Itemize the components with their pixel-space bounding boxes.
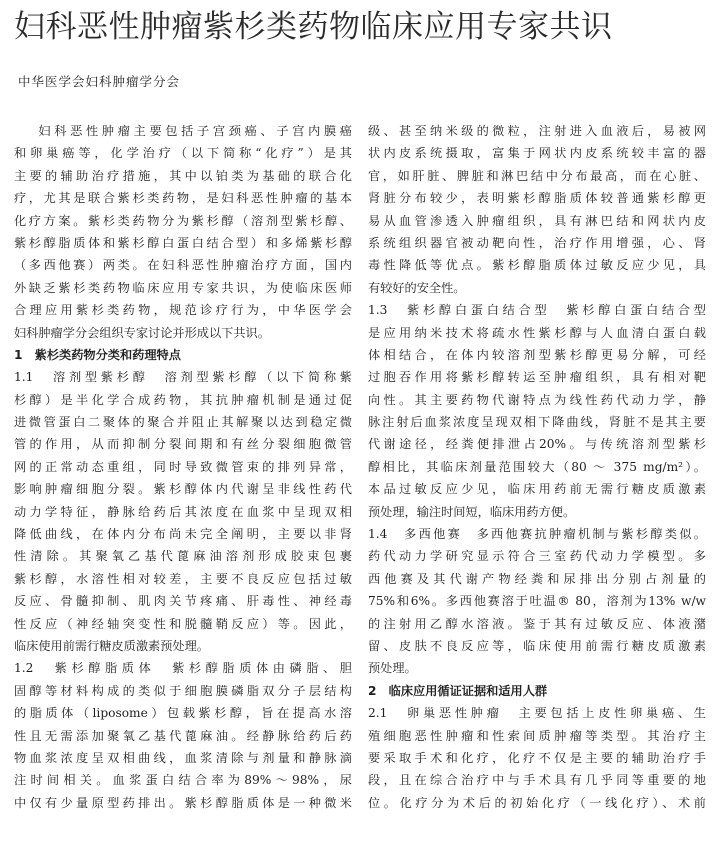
text-line: 易从血管渗透入肿瘤组织，具有淋巴结和网状内皮	[368, 213, 706, 228]
text-line: 紫杉醇，水溶性相对较差，主要不良反应包括过敏	[14, 571, 352, 586]
text-line: 代谢途径，经粪便排泄占20%。与传统溶剂型紫杉	[368, 437, 706, 452]
text-line: 管的作用，从而抑制分裂间期和有丝分裂细胞微管	[14, 437, 352, 452]
text-line: 1.3 紫杉醇白蛋白结合型 紫杉醇白蛋白结合型	[368, 303, 706, 318]
text-line: 有较好的安全性。	[368, 280, 466, 295]
text-line: 网的正常动态重组，同时导致微管束的排列异常，	[14, 459, 352, 474]
text-line: 降低曲线，在体内分布尚未完全阐明，主要以非肾	[14, 527, 352, 542]
text-line: 临床使用前需行糖皮质激素预处理。	[14, 638, 209, 653]
text-line: 系统组织器官被动靶向性，治疗作用增强，心、肾	[368, 235, 706, 250]
text-line: 预处理，输注时间短，临床用药方便。	[368, 504, 576, 519]
text-line: 醇相比，其临床剂量范围较大（80 ～ 375 mg/m²）。	[368, 459, 706, 474]
text-line: 本品过敏反应少见，临床用药前无需行糖皮质激素	[368, 482, 706, 497]
text-line: 75%和6%。多西他赛溶于吐温® 80，溶剂为13% w/w	[368, 594, 706, 609]
text-line: 性清除。其聚氧乙基代蓖麻油溶剂形成胶束包裹	[14, 549, 352, 564]
text-line: 向性。其主要药物代谢特点为线性药代动力学，静	[368, 392, 706, 407]
text-line: 是应用纳米技术将疏水性紫杉醇与人血清白蛋白载	[368, 325, 706, 340]
text-line: 妇科肿瘤学分会组织专家讨论并形成以下共识。	[14, 325, 270, 340]
text-line: 疗，尤其是联合紫杉类药物，是妇科恶性肿瘤的基本	[14, 191, 352, 206]
text-line: 合理应用紫杉类药物，规范诊疗行为，中华医学会	[14, 303, 352, 318]
text-line: 进微管蛋白二聚体的聚合并阻止其解聚以达到稳定微	[14, 415, 352, 430]
text-line: 主要的辅助治疗措施，其中以铂类为基础的联合化	[14, 168, 352, 183]
text-line: 杉醇）是半化学合成药物，其抗肿瘤机制是通过促	[14, 392, 352, 407]
text-line: 级、甚至纳米级的微粒，注射进入血液后，易被网	[368, 124, 706, 138]
text-line: 反应、骨髓抑制、肌肉关节疼痛、肝毒性、神经毒	[14, 594, 352, 609]
text-line: 1.1 溶剂型紫杉醇 溶剂型紫杉醇（以下简称紫	[14, 370, 352, 385]
text-line: 药代动力学研究显示符合三室药代动力学模型。多	[368, 549, 706, 564]
text-line: 1.4 多西他赛 多西他赛抗肿瘤机制与紫杉醇类似。	[368, 527, 706, 542]
text-line: 预处理。	[368, 661, 417, 676]
text-line: 2.1 卵巢恶性肿瘤 主要包括上皮性卵巢癌、生	[368, 706, 706, 721]
text-line: 中仅有少量原型药排出。紫杉醇脂质体是一种微米	[14, 795, 352, 810]
text-line: 留、皮肤不良反应等，临床使用前需行糖皮质激素	[368, 638, 706, 653]
text-line: 固醇等材料构成的类似于细胞膜磷脂双分子层结构	[14, 683, 352, 698]
text-line: 过胞吞作用将紫杉醇转运至肿瘤组织，具有相对靶	[368, 370, 706, 385]
text-line: 位。化疗分为术后的初始化疗（一线化疗）、术前	[368, 795, 706, 810]
text-line: 1.2 紫杉醇脂质体 紫杉醇脂质体由磷脂、胆	[14, 661, 352, 676]
text-line: 动力学特征，静脉给药后其浓度在血浆中呈现双相	[14, 504, 352, 519]
text-line: 性反应（神经轴突变性和脱髓鞘反应）等。因此，	[14, 616, 352, 631]
text-line: 1 紫杉类药物分类和药理特点	[14, 347, 181, 362]
text-line: 脉注射后血浆浓度呈现双相下降曲线，肾脏不是其主要	[368, 415, 706, 430]
text-line: 殖细胞恶性肿瘤和性索间质肿瘤等类型。其治疗主	[368, 728, 706, 743]
text-line: 官，如肝脏、脾脏和淋巴结中分布最高，而在心脏、	[368, 168, 706, 183]
text-line: 体相结合，在体内较溶剂型紫杉醇更易分解，可经	[368, 347, 706, 362]
text-line: 注时间相关。血浆蛋白结合率为89%～98%，尿	[14, 773, 352, 788]
right-column	[368, 120, 706, 814]
text-line: 外缺乏紫杉类药物临床应用专家共识，为使临床医师	[14, 280, 352, 295]
text-line: 和卵巢癌等，化学治疗（以下简称“化疗”）是其	[14, 146, 352, 161]
text-line: 毒性降低等优点。紫杉醇脂质体过敏反应少见，具	[368, 258, 706, 273]
text-line: 西他赛及其代谢产物经粪和尿排出分别占剂量的	[368, 571, 706, 586]
text-line: 物血浆浓度呈双相曲线，血浆清除与剂量和静脉滴	[14, 750, 352, 765]
text-line: 要采取手术和化疗，化疗不仅是主要的辅助治疗手	[368, 750, 706, 765]
author-line: 中华医学会妇科肿瘤学分会	[18, 74, 181, 89]
text-line: 段，且在综合治疗中与手术具有几乎同等重要的地	[368, 773, 706, 788]
text-line: （多西他赛）两类。在妇科恶性肿瘤治疗方面，国内	[14, 258, 352, 273]
left-column	[14, 120, 352, 814]
text-line: 性且无需添加聚氧乙基代蓖麻油。经静脉给药后药	[14, 728, 352, 743]
text-line: 化疗方案。紫杉类药物分为紫杉醇（溶剂型紫杉醇、	[14, 213, 352, 228]
text-line: 2 临床应用循证证据和适用人群	[368, 683, 548, 698]
text-line: 的注射用乙醇水溶液。鉴于其有过敏反应、体液潴	[368, 616, 706, 631]
text-line: 的脂质体（liposome）包载紫杉醇，旨在提高水溶	[14, 706, 352, 721]
text-line: 状内皮系统摄取，富集于网状内皮系统较丰富的器	[368, 146, 706, 161]
text-line: 妇科恶性肿瘤主要包括子宫颈癌、子宫内膜癌	[38, 124, 352, 138]
article-title: 妇科恶性肿瘤紫杉类药物临床应用专家共识	[14, 9, 613, 45]
text-line: 紫杉醇脂质体和紫杉醇白蛋白结合型）和多烯紫杉醇	[14, 235, 352, 250]
text-line: 肾脏分布较少，表明紫杉醇脂质体较普通紫杉醇更	[368, 191, 706, 206]
text-line: 影响肿瘤细胞分裂。紫杉醇体内代谢呈非线性药代	[14, 482, 352, 497]
